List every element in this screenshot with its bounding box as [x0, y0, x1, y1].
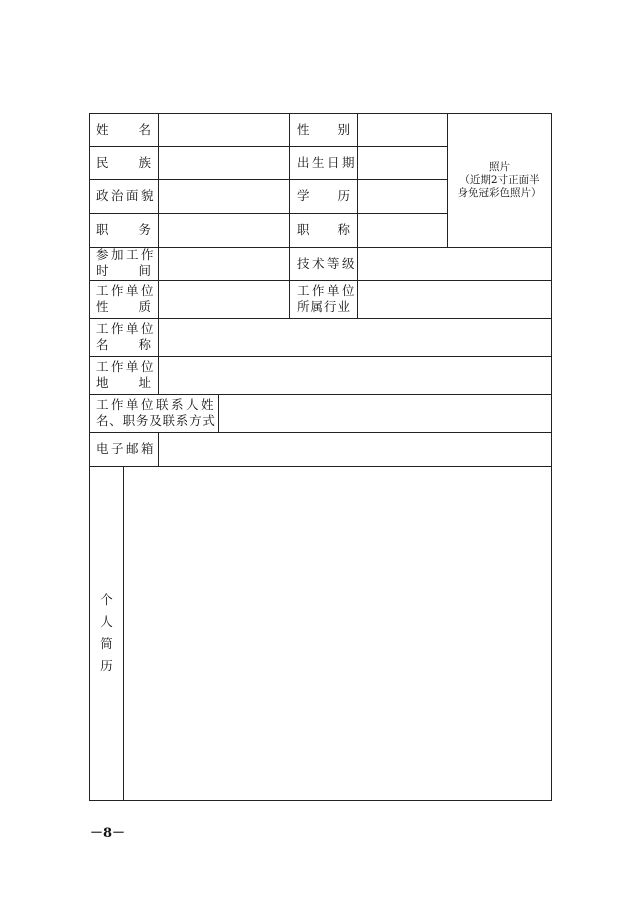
col-divider: [289, 113, 290, 318]
unit-nature-field[interactable]: [159, 281, 289, 318]
name-field[interactable]: [159, 114, 289, 146]
unit-industry-field[interactable]: [358, 281, 551, 318]
unit-address-label-line1: 工作单位: [96, 359, 157, 374]
page-number: －8－: [90, 826, 126, 841]
contact-field[interactable]: [219, 395, 551, 432]
education-field[interactable]: [358, 180, 447, 213]
unit-name-label-line2: 名称: [96, 337, 182, 352]
name-label-text: 姓名: [96, 122, 182, 137]
photo-caption-line2: （近期2寸正面半: [459, 173, 540, 186]
tech-level-field[interactable]: [358, 248, 551, 280]
unit-name-field[interactable]: [159, 319, 551, 356]
birthdate-label-text: 出生日期: [297, 155, 358, 170]
unit-industry-label-line2: 所属行业: [297, 299, 352, 314]
photo-caption-line3: 身免冠彩色照片）: [457, 186, 542, 199]
title-field[interactable]: [358, 214, 447, 247]
table-border-bottom: [89, 800, 552, 801]
resume-field[interactable]: [124, 467, 551, 800]
birthdate-label: [297, 154, 357, 172]
education-label-text: 学历: [297, 188, 379, 203]
gender-label: [297, 121, 379, 139]
birthdate-field[interactable]: [358, 147, 447, 179]
email-label: [96, 440, 156, 458]
ethnicity-label: [96, 154, 182, 172]
unit-address-label-line2: 地址: [96, 375, 182, 390]
resume-char: 个: [100, 592, 113, 607]
unit-nature-label-line2: 性质: [96, 299, 182, 314]
unit-industry-label-line1: 工作单位: [297, 283, 358, 298]
political-label: [96, 187, 156, 205]
photo-caption-line1: 照片: [489, 160, 510, 173]
ethnicity-field[interactable]: [159, 147, 289, 179]
gender-label-text: 性别: [297, 122, 379, 137]
work-start-label-line2: 时间: [96, 263, 182, 278]
email-label-text: 电子邮箱: [96, 441, 157, 456]
unit-address-field[interactable]: [159, 357, 551, 394]
resume-char: 历: [100, 658, 113, 673]
contact-label: [96, 397, 216, 429]
position-field[interactable]: [159, 214, 289, 247]
political-label-text: 政治面貌: [96, 188, 157, 203]
photo-box[interactable]: [448, 113, 551, 247]
work-start-field[interactable]: [159, 248, 289, 280]
resume-char: 人: [100, 614, 113, 629]
email-field[interactable]: [159, 433, 551, 466]
unit-industry-label: [297, 283, 357, 315]
resume-char: 简: [100, 636, 113, 651]
tech-level-label: [297, 255, 357, 273]
tech-level-label-text: 技术等级: [297, 256, 358, 271]
political-field[interactable]: [159, 180, 289, 213]
contact-label-line2: 名、职务及联系方式: [96, 413, 216, 428]
title-label-text: 职称: [297, 222, 379, 237]
resume-label: [90, 466, 123, 800]
contact-label-line1: 工作单位联系人姓: [96, 397, 217, 412]
name-label: [96, 121, 182, 139]
unit-name-label-line1: 工作单位: [96, 321, 157, 336]
ethnicity-label-text: 民族: [96, 155, 182, 170]
position-label-text: 职务: [96, 222, 182, 237]
work-start-label-line1: 参加工作: [96, 247, 157, 262]
gender-field[interactable]: [358, 114, 447, 146]
unit-nature-label-line1: 工作单位: [96, 283, 157, 298]
table-border-right: [551, 113, 552, 801]
